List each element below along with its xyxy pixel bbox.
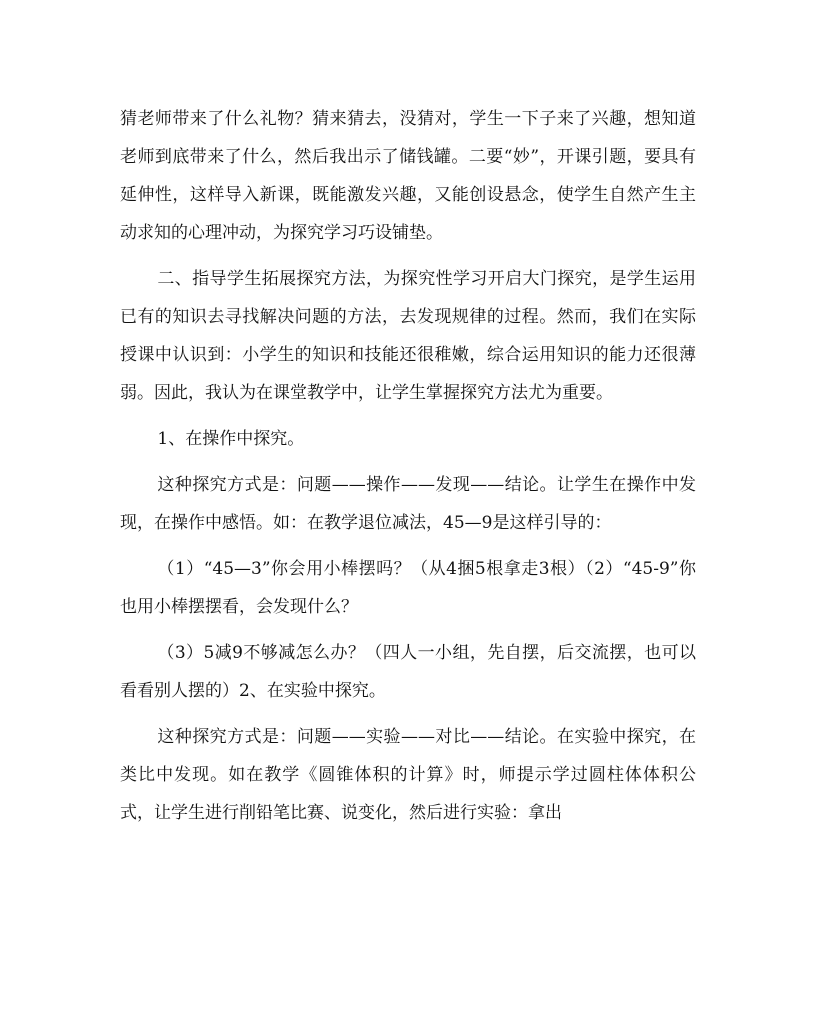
paragraph-step-three: （3）5减9不够减怎么办？（四人一小组，先自摆，后交流摆，也可以看看别人摆的）2、在实验中探究。 bbox=[120, 643, 696, 701]
paragraph-method-one-heading: 1、在操作中探究。 bbox=[157, 429, 305, 449]
paragraph-intro-continuation: 猜老师带来了什么礼物？猜来猜去，没猜对，学生一下子来了兴趣，想知道老师到底带来了什么，然后我出示了储钱罐。二要“妙”，开课引题，要具有延伸性，这样导入新课，既能激发兴趣，又能创设悬念，使学生自然产生主动求知的心理冲动，为探究学习巧设铺垫。 bbox=[120, 109, 696, 243]
paragraph-method-two-desc: 这种探究方式是：问题——实验——对比——结论。在实验中探究，在类比中发现。如在教学《圆锥体积的计算》时，师提示学过圆柱体体积公式，让学生进行削铅笔比赛、说变化，然后进行实验：拿出 bbox=[120, 727, 696, 823]
document-body bbox=[120, 100, 696, 840]
paragraph-steps-one-two: （1）“45—3”你会用小棒摆吗？（从4捆5根拿走3根）（2）“45-9”你也用小棒摆摆看，会发现什么？ bbox=[120, 559, 696, 617]
paragraph-method-one-desc: 这种探究方式是：问题——操作——发现——结论。让学生在操作中发现，在操作中感悟。如：在教学退位减法，45—9是这样引导的： bbox=[120, 475, 696, 533]
paragraph-section-two: 二、指导学生拓展探究方法，为探究性学习开启大门探究，是学生运用已有的知识去寻找解决问题的方法，去发现规律的过程。然而，我们在实际授课中认识到：小学生的知识和技能还很稚嫩，综合运用知识的能力还很薄弱。因此，我认为在课堂教学中，让学生掌握探究方法尤为重要。 bbox=[120, 269, 696, 403]
